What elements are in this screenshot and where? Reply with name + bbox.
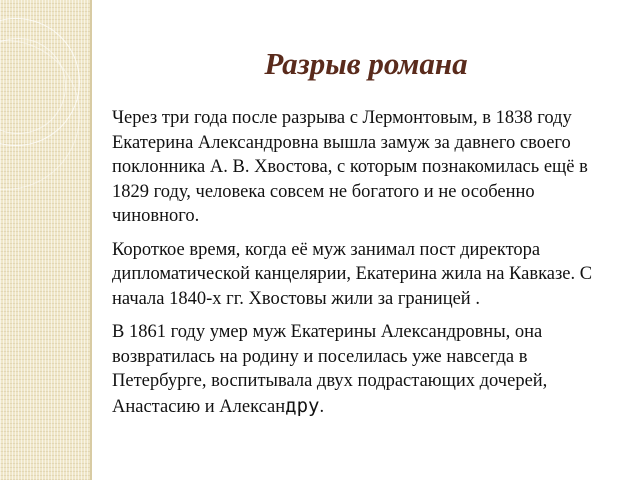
paragraph-2: Короткое время, когда её муж занимал пост директора дипломатической канцелярии, Екатерина жила на Кавказе. С начала 1840-х гг. Хвостовы жили за границей . — [112, 239, 593, 309]
paragraph-3-main: В 1861 году умер муж Екатерины Александровны, она возвратилась на родину и поселилась уже навсегда в Петербурге, воспитывала двух подрастающих дочерей, Анастасию и Алексан — [112, 322, 548, 417]
paragraph-1: Через три года после разрыва с Лермонтовым, в 1838 году Екатерина Александровна вышла замуж за давнего своего поклонника А. В. Хвостова, с которым познакомилась ещё в 1829 году, человека совсем не богатого и не особенно чиновного. — [112, 108, 588, 226]
paragraph-3-end: . — [319, 396, 325, 417]
slide-body — [112, 106, 618, 428]
slide-title: Разрыв романа — [264, 46, 468, 81]
paragraph-3-tail: дру — [285, 394, 320, 417]
decorative-sidebar — [0, 0, 92, 480]
paragraph-3 — [112, 320, 618, 419]
